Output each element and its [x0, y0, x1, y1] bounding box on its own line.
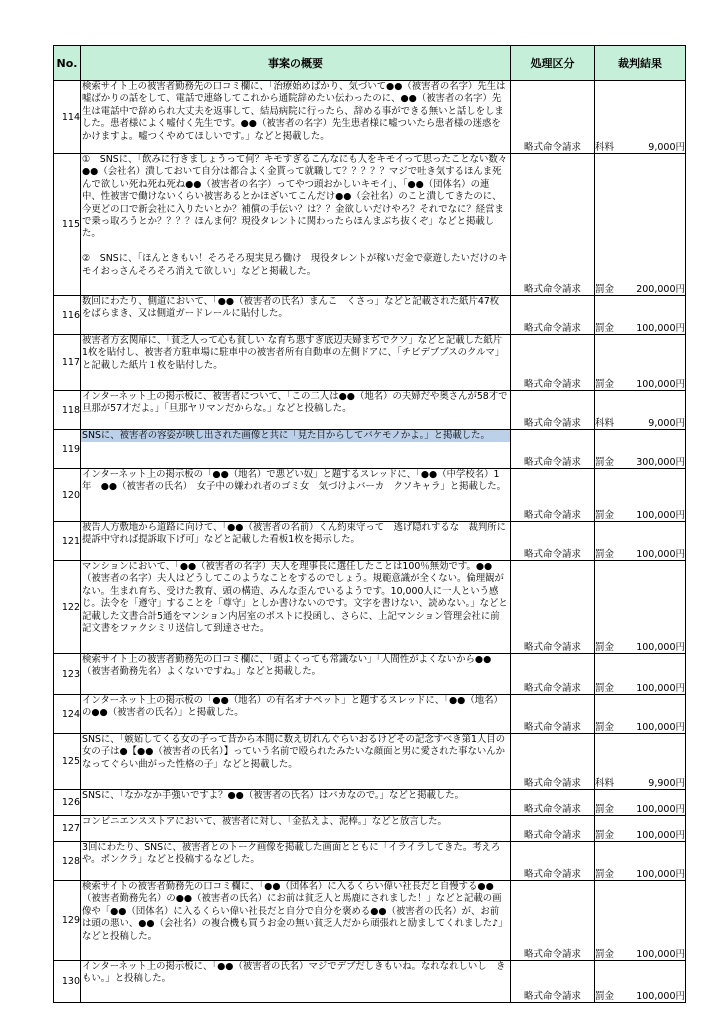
case-number: 124: [54, 695, 81, 734]
penalty-amount: 100,000円: [636, 991, 685, 1002]
penalty-amount: 9,000円: [648, 142, 685, 153]
case-summary-text: SNSに、「なかなか手強いですよ？●●（被害者の氏名）はバカなので。」などと掲載した。: [82, 790, 464, 801]
case-summary: [81, 961, 511, 1003]
case-category: 略式命令請求: [511, 695, 595, 734]
case-summary-text: インターネット上の掲示板に、被害者について、「この二人は●●（地名）の夫婦だや奥さんが58才で旦那が57才だよ。」「旦那ヤリマンだからな。」などと投稿した。: [82, 391, 508, 415]
case-summary-text: SNSに、「嫉妬してくる女の子って昔から本間に数え切れんぐらいおるけどその記念すべき第1人目の女の子は●【●●（被害者の氏名）】っていう名前で殴られたみたいな顔面と男に愛された事ないんかなってぐらい曲がった性格の子」などと掲載した。: [82, 734, 506, 770]
case-summary: [81, 654, 511, 695]
penalty-type: 罰金: [595, 323, 615, 334]
table-row: [54, 469, 686, 522]
case-result: [595, 430, 686, 469]
case-number: 128: [54, 842, 81, 881]
penalty-type: 罰金: [595, 683, 615, 694]
case-summary: [81, 469, 511, 522]
case-category: 略式命令請求: [511, 391, 595, 430]
penalty-amount: 100,000円: [636, 323, 685, 334]
penalty-amount: 9,000円: [648, 418, 685, 429]
case-result: [595, 335, 686, 391]
case-result: [595, 469, 686, 522]
case-table: [53, 45, 686, 1003]
table-row: [54, 881, 686, 961]
penalty-amount: 100,000円: [636, 869, 685, 880]
table-row: [54, 522, 686, 561]
penalty-amount: 100,000円: [636, 510, 685, 521]
case-summary-text: インターネット上の掲示板の「●●（地名）の有名オナペット」と題するスレッドに、「●●（地名）の●●（被害者の氏名）」と掲載した。: [82, 695, 503, 719]
case-category: 略式命令請求: [511, 842, 595, 881]
case-summary-text: 検索サイト上の被害者勤務先の口コミ欄に、「頭よくっても常識ない」「人間性がよくないから●●（被害者勤務先名）よくないですね。」などと掲載した。: [82, 654, 492, 678]
table-row: [54, 734, 686, 790]
case-result: [595, 654, 686, 695]
case-category: 略式命令請求: [511, 790, 595, 816]
case-summary-text: 数回にわたり、側道において、「●●（被害者の氏名）まんこ くさっ」などと記載された紙片47枚をばらまき、又は側道ガードレールに貼付した。: [82, 296, 500, 320]
table-row: [54, 296, 686, 335]
case-summary-text: コンビニエンスストアにおいて、被害者に対し、「金払えよ、泥棒。」などと放言した。: [82, 816, 447, 827]
case-category: 略式命令請求: [511, 961, 595, 1003]
penalty-type: 科料: [595, 418, 615, 429]
case-result: [595, 842, 686, 881]
case-summary: [81, 790, 511, 816]
case-category: 略式命令請求: [511, 734, 595, 790]
case-summary: [81, 561, 511, 654]
case-number: 130: [54, 961, 81, 1003]
table-row: [54, 695, 686, 734]
case-summary: [81, 81, 511, 154]
header-row: [54, 46, 686, 81]
case-category: 略式命令請求: [511, 816, 595, 842]
case-summary: [81, 391, 511, 430]
penalty-amount: 100,000円: [636, 804, 685, 815]
case-category: 略式命令請求: [511, 430, 595, 469]
table-row: [54, 790, 686, 816]
case-summary-text: 被害者方玄関扉に、「貧乏人って心も貧しい な育ち悪すぎ底辺夫婦まぢでクソ」などと記載した紙片1枚を貼付し、被害者方駐車場に駐車中の被害者所有自動車の左側ドアに、「チビデブブスのクルマ」と記載した紙片１枚を貼付した。: [82, 335, 505, 371]
case-number: 121: [54, 522, 81, 561]
case-result: [595, 522, 686, 561]
penalty-type: 罰金: [595, 869, 615, 880]
case-category: 略式命令請求: [511, 561, 595, 654]
case-result: [595, 881, 686, 961]
case-summary: [81, 695, 511, 734]
case-number: 129: [54, 881, 81, 961]
case-category: 略式命令請求: [511, 881, 595, 961]
case-summary: [81, 154, 511, 296]
case-result: [595, 296, 686, 335]
case-result: [595, 961, 686, 1003]
penalty-amount: 100,000円: [636, 642, 685, 653]
case-summary-text: インターネット上の掲示板に、「●●（被害者の氏名）マジでデブだしきもいね。なれなれしいし きもい。」と投稿した。: [82, 961, 506, 985]
header-result: 裁判結果: [595, 46, 686, 81]
penalty-amount: 100,000円: [636, 830, 685, 841]
case-number: 117: [54, 335, 81, 391]
table-row: [54, 391, 686, 430]
case-summary-text: インターネット上の掲示板の「●●（地名）で悪どい奴」と題するスレッドに、「●●（中学校名）1年 ●●（被害者の氏名） 女子中の嫌われ者のゴミ女 気づけよバーカ クソキャラ」と掲載した。: [82, 469, 506, 493]
case-number: 127: [54, 816, 81, 842]
penalty-type: 罰金: [595, 830, 615, 841]
penalty-type: 罰金: [595, 722, 615, 733]
case-category: 略式命令請求: [511, 154, 595, 296]
case-result: [595, 790, 686, 816]
case-number: 115: [54, 154, 81, 296]
case-number: 123: [54, 654, 81, 695]
case-summary: [81, 522, 511, 561]
table-row: [54, 154, 686, 296]
header-no: No.: [54, 46, 81, 81]
case-summary-text: 検索サイトの被害者勤務先の口コミ欄に、「●●（団体名）に入るくらい偉い社長だと自慢する●●（被害者勤務先名）の●●（被害者の氏名）にお前は貧乏人と馬鹿にされました！」などと記載の画像や「●●（団体名）に入るくらい偉い社長だと自分で自分を褒める●●（被害者の氏名）が、お前は頭の悪い、●●（会社名）の複合機も買うお金の無い貧乏人だから頑張れと励ましてくれました♪」などと投稿した。: [82, 881, 508, 942]
penalty-type: 科料: [595, 142, 615, 153]
table-row: [54, 961, 686, 1003]
penalty-amount: 9,900円: [648, 778, 685, 789]
case-number: 126: [54, 790, 81, 816]
penalty-amount: 100,000円: [636, 683, 685, 694]
case-number: 122: [54, 561, 81, 654]
table-row: [54, 81, 686, 154]
table-row: [54, 561, 686, 654]
case-result: [595, 81, 686, 154]
penalty-type: 罰金: [595, 284, 615, 295]
case-result: [595, 734, 686, 790]
case-number: 114: [54, 81, 81, 154]
table-row: [54, 654, 686, 695]
case-summary: [81, 296, 511, 335]
penalty-type: 科料: [595, 778, 615, 789]
table-row: [54, 842, 686, 881]
case-result: [595, 561, 686, 654]
case-result: [595, 391, 686, 430]
case-summary: [81, 842, 511, 881]
case-category: 略式命令請求: [511, 335, 595, 391]
penalty-type: 罰金: [595, 949, 615, 960]
case-summary-text: SNSに、被害者の容姿が映し出された画像と共に「見た目からしてバケモノかよ。」と掲載した。: [81, 430, 510, 442]
penalty-type: 罰金: [595, 549, 615, 560]
case-summary-text: マンションにおいて、「●●（被害者の名字）夫人を理事長に選任したことは100％無効です。●●（被害者の名字）夫人はどうしてこのようなことをするのでしょう。規範意識が全くない。倫理観がない。生まれ育ち、受けた教育、頭の構造、みんな歪んでいるようです。10,000人に一人という感じ。法令を「遵守」することを「尊守」としか書けないのです。文字を書けない、読めない。」などと記載した文書合計5通をマンション内居室のポストに投函し、さらに、上記マンション管理会社に前記文書をファクシミリ送信して到達させた。: [82, 561, 508, 635]
case-number: 120: [54, 469, 81, 522]
penalty-type: 罰金: [595, 510, 615, 521]
penalty-amount: 300,000円: [636, 457, 685, 468]
case-summary: [81, 335, 511, 391]
case-summary: [81, 816, 511, 842]
case-summary: [81, 881, 511, 961]
penalty-type: 罰金: [595, 991, 615, 1002]
case-number: 116: [54, 296, 81, 335]
case-number: 125: [54, 734, 81, 790]
case-category: 略式命令請求: [511, 296, 595, 335]
penalty-amount: 100,000円: [636, 722, 685, 733]
case-summary-text: 3回にわたり、SNSに、被害者とのトーク画像を掲載した画面とともに「イライラしてきた。考えろや。ボンクラ」などと投稿するなどした。: [82, 842, 501, 866]
case-summary-text: 被告人方敷地から道路に向けて、「●●（被害者の名前）くん約束守って 逃げ隠れするな 裁判所に提訴中守れば提訴取下げ可」などと記載した看板1枚を掲示した。: [82, 522, 506, 546]
case-result: [595, 695, 686, 734]
header-category: 処理区分: [511, 46, 595, 81]
penalty-amount: 100,000円: [636, 379, 685, 390]
case-category: 略式命令請求: [511, 522, 595, 561]
case-number: 118: [54, 391, 81, 430]
case-summary-text: ① SNSに、「飲みに行きましょうって何？キモすぎるこんなにも人をキモイって思ったことない数々●●（会社名）潰しておいて自分は都合よく金貰って就職して？？？？？マジで吐き気するほんま死んで欲しい死ね死ね死ね●●（被害者の名字）ってやつ頭おかしいキモイ」、「●●（団体名）の連中、性被害で働けないくらい被害あるとかほざいてこんだけ●●（会社名）のこと潰してきたのに、今更どの口で新会社に入りたいとか？補償の手伝い？は？？金欲しいだけやろ？それでなに？経営まで乗っ取ろうとか？？？？ほんま何？現役タレントに関わったらほんまぶち抜くぞ」などと掲載した。 ② SNSに、「ほんときもい！そろそろ現実見ろ働け 現役タレントが稼いだ金で豪遊したいだけのキモイおっさんそろそろ消えて欲しい」などと掲載した。: [82, 154, 508, 277]
penalty-type: 罰金: [595, 379, 615, 390]
penalty-amount: 100,000円: [636, 549, 685, 560]
penalty-amount: 100,000円: [636, 949, 685, 960]
case-result: [595, 154, 686, 296]
penalty-type: 罰金: [595, 804, 615, 815]
table-row: [54, 816, 686, 842]
case-summary: [81, 430, 511, 469]
penalty-type: 罰金: [595, 642, 615, 653]
header-summary: 事案の概要: [81, 46, 511, 81]
case-category: 略式命令請求: [511, 81, 595, 154]
table-row: [54, 335, 686, 391]
penalty-type: 罰金: [595, 457, 615, 468]
table-row: [54, 430, 686, 469]
case-summary: [81, 734, 511, 790]
case-result: [595, 816, 686, 842]
case-summary-text: 検索サイト上の被害者勤務先の口コミ欄に、「治療始めばかり、気づいて●●（被害者の名字）先生は嘘ばかりの話をして、電話で連絡してこれから通院辞めたい伝わったのに、●●（被害者の名字）先生は電話中で辞められ大丈夫を返事して、結局病院に行ったら、辞める事ができる無いと話しをしました。患者様によく嘘付く先生です。●●（被害者の名字）先生患者様に嘘ついたら患者様の迷惑をかけますよ。嘘つくやめてほしいです。」などと掲載した。: [82, 81, 506, 142]
case-category: 略式命令請求: [511, 654, 595, 695]
case-number: 119: [54, 430, 81, 469]
case-category: 略式命令請求: [511, 469, 595, 522]
penalty-amount: 200,000円: [636, 284, 685, 295]
